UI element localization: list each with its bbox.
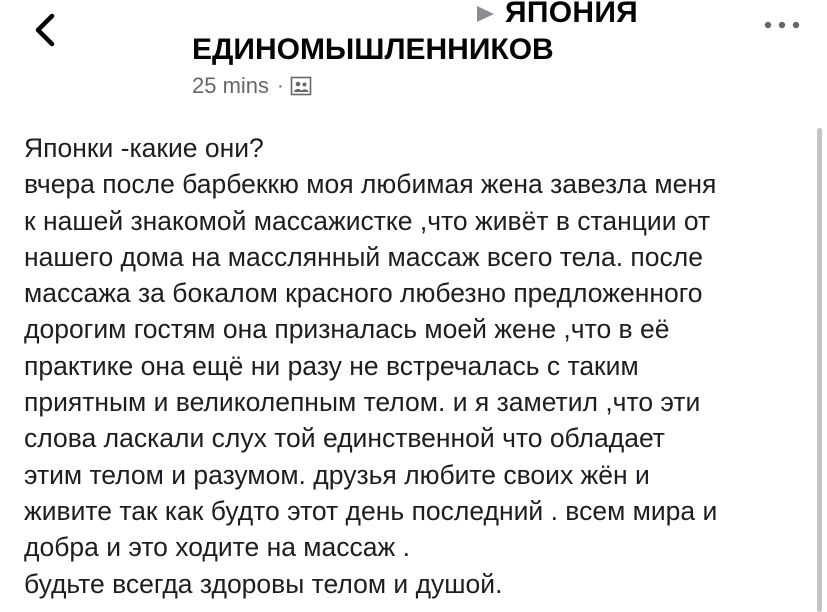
post-line: этим телом и разумом. друзья любите своих жён и	[24, 459, 650, 490]
scrollbar[interactable]	[817, 128, 822, 612]
group-name[interactable]: ЯПОНИЯ	[505, 0, 639, 29]
post-line: Японки -какие они?	[24, 133, 264, 163]
post-line: слова ласкали слух той единственной что обладает	[24, 423, 665, 454]
post-line: дорогим гостям она призналась моей жене ,что в её	[24, 314, 670, 345]
post-line: будьте всегда здоровы телом и душой.	[24, 568, 503, 599]
meta-separator: ·	[277, 74, 284, 97]
group-name-continued[interactable]: ЕДИНОМЫШЛЕННИКОВ	[192, 33, 554, 66]
post-line: нашего дома на масслянный массаж всего тела. после	[24, 241, 703, 272]
post-meta	[192, 71, 312, 101]
post-timestamp[interactable]: 25 mins	[192, 73, 270, 98]
post-header	[0, 0, 827, 110]
post-line: добра и это ходите на массаж .	[24, 532, 410, 563]
post-line: живите так как будто этот день последний . всем мира и	[24, 495, 718, 526]
back-button[interactable]	[26, 8, 66, 52]
triangle-right-icon	[474, 4, 496, 24]
post-text	[24, 130, 814, 602]
post-line: массажа за бокалом красного любезно предложенного	[24, 278, 703, 309]
post-line: практике она ещё ни разу не встречалась с таким	[24, 350, 639, 381]
more-horizontal-icon	[760, 10, 804, 40]
post-line: приятным и великолепным телом. и я заметил ,что эти	[24, 387, 701, 418]
post-line: вчера после барбеккю моя любимая жена завезла меня	[24, 169, 717, 200]
chevron-left-icon	[26, 8, 66, 52]
post-line: к нашей знакомой массажистке ,что живёт в станции от	[24, 205, 711, 236]
more-options-button[interactable]	[760, 10, 804, 40]
public-group-icon	[290, 75, 312, 97]
